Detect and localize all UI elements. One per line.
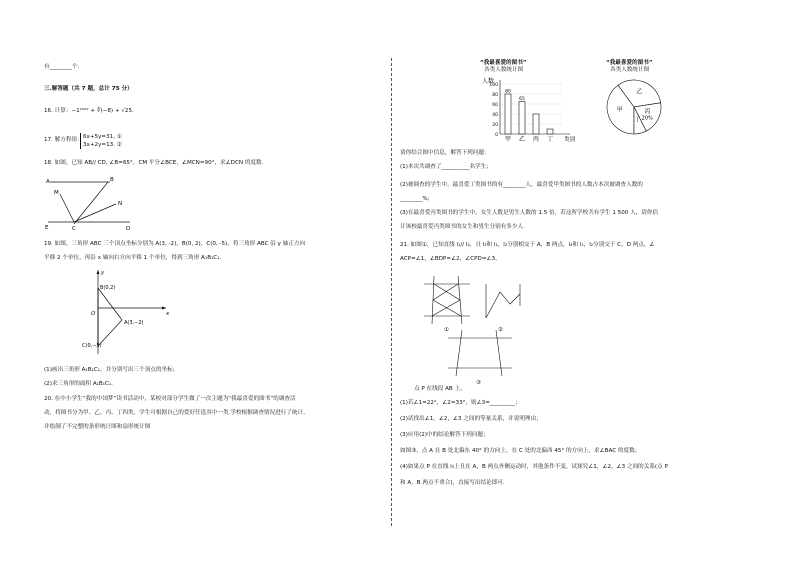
question-16: 16. 计算：−1²⁰²² + ∛(−8) + √25. <box>44 108 134 114</box>
question-20-line3: 并绘制了不完整的条形统计图和扇形统计图 <box>44 424 151 430</box>
right-column <box>400 0 750 562</box>
label-m: M <box>54 190 59 196</box>
category-label: 甲 <box>504 136 512 143</box>
equation-2: 3x+2y=13. ② <box>83 142 122 148</box>
question-20-line2: 动，将图书分为甲、乙、丙、丁四类，学生可根据自己的爱好任选其中一类.学校根据调查情况进行了统计， <box>44 410 309 416</box>
bar <box>505 94 511 134</box>
y-tick-label: 40 <box>492 113 498 118</box>
question-20-line1: 20. 在中小学生“我的中国梦”读书活动中，某校对部分学生做了一次主题为“我最喜爱的图书”的调查活 <box>44 396 296 402</box>
column-divider <box>391 58 392 526</box>
bar-chart-title-2: 各类人数统计图 <box>484 67 524 73</box>
y-tick-label: 0 <box>495 133 498 138</box>
pie-chart-title-1: “我最喜爱的图书” <box>606 60 653 66</box>
section-title: 三.解答题（共 7 题，总计 75 分） <box>44 86 133 92</box>
question-21-sub2: (2)试找出∠1，∠2，∠3 之间的等量关系，并说明理由； <box>400 416 542 422</box>
question-21-line2: ACP=∠1，∠BDP=∠2，∠CPD=∠3， <box>400 256 501 262</box>
y-tick-label: 100 <box>489 83 498 88</box>
q15-tail: 有________个. <box>44 64 80 70</box>
question-21-point-p: 点 P 在线段 AB 上， <box>414 386 466 392</box>
figure-21-3 <box>440 326 520 386</box>
bar-value-label: 65 <box>519 97 525 102</box>
figure-21-1 <box>420 272 474 332</box>
category-label: 丁 <box>546 136 554 143</box>
figure-19 <box>84 268 174 356</box>
question-20-sub1: (1)本次共调查了__________名学生； <box>400 164 492 170</box>
bar-chart-title-1: “我最喜爱的图书” <box>480 60 527 66</box>
question-19-sub2: (2)求三角形的面积 A₁B₁C₁. <box>44 381 113 387</box>
question-20-sub2b: ________%; <box>400 196 430 202</box>
origin-label: O <box>91 311 96 317</box>
question-19-line1: 19. 如图，三角形 ABC 三个顶点坐标分别为 A(3, -2)，B(0, 2)，C(0, -5)，将三角形 ABC 沿 y 轴正方向 <box>44 241 306 247</box>
question-18: 18. 如图，已知 AB// CD, ∠B=65°，CM 平分∠BCE，∠MCN=90°，求∠DCN 的度数. <box>44 160 264 166</box>
y-axis-title: 人数 <box>482 78 495 85</box>
y-tick-label: 60 <box>492 103 498 108</box>
figure-21-2 <box>480 276 526 332</box>
question-21-sub3: (3)应用(2)中的结论解答下列问题； <box>400 432 489 438</box>
point-a-label: A(3,−2) <box>124 320 144 326</box>
point-c-label: C(0,−5) <box>82 343 102 349</box>
label-c: C <box>72 226 76 232</box>
question-21-sub3b: 如图③，点 A 在 B 处北偏东 40° 的方向上，在 C 处的北偏西 45° 的方向上，求∠BAC 的度数； <box>400 448 641 454</box>
equation-system <box>80 133 122 149</box>
axis-x-label: x <box>166 311 170 317</box>
label-e: E <box>45 225 49 231</box>
bar-value-label: 80 <box>505 89 511 95</box>
label-n: N <box>118 201 123 207</box>
axis-y-label: y <box>101 270 105 276</box>
pie-chart <box>604 76 664 138</box>
pie-slice-label: 甲 <box>616 106 623 114</box>
label-b: B <box>110 177 114 183</box>
figure-18 <box>44 172 184 236</box>
bar-chart <box>478 74 598 146</box>
x-axis-title: 类别 <box>564 137 576 143</box>
pie-slice-percent: 20% <box>641 115 653 122</box>
pie-chart-title-2: 各类人数统计图 <box>610 67 650 73</box>
question-21-line1: 21. 如图①，已知直线 l₁// l₂，且 l₃和 l₁，l₂分别相交于 A，B 两点，l₄和 l₁，l₂分别交于 C，D 两点，∠ <box>400 242 655 248</box>
question-17-label: 17. 解方程组： <box>44 137 83 143</box>
y-tick-label: 80 <box>492 93 498 98</box>
y-tick-label: 20 <box>492 123 498 128</box>
category-label: 丙 <box>532 136 540 143</box>
question-20-sub3b: 计该校最喜爱丙类图书的女生和男生分别有多少人. <box>400 224 525 230</box>
left-column <box>44 0 384 562</box>
figure-2-label: ② <box>498 327 503 333</box>
pie-slice-label: 丁 <box>634 116 641 124</box>
question-21-sub1: (1)若∠1=22°，∠2=33°，则∠3=_________； <box>400 400 521 406</box>
bar <box>547 129 553 134</box>
question-20-sub2: (2)被调查的学生中，最喜爱丁类图书的有________人，最喜爱甲类图书的人数占本次被调查人数的 <box>400 182 643 188</box>
question-19-sub1: (1)画出三角形 A₁B₁C₁，并分别写出三个顶点的坐标； <box>44 367 179 373</box>
question-20-prompt: 请你结合图中信息，解答下列问题： <box>400 150 490 156</box>
label-d: D <box>126 226 131 232</box>
pie-slice-label: 丙 <box>644 108 651 116</box>
category-label: 乙 <box>518 136 526 143</box>
figure-3-label: ③ <box>476 380 481 386</box>
question-21-sub4b: 和 A，B 两点不重合)，直接写出结论即可. <box>400 480 505 486</box>
question-20-sub3: (3)在最喜爱丙类图书的学生中，女生人数是男生人数的 1.5 倍，若这所学校共有学生 1 500 人，请你估 <box>400 210 659 216</box>
label-a: A <box>46 179 50 185</box>
question-21-sub4: (4)如果点 P 在直线 l₃上且在 A，B 两点外侧运动时，其他条件不变，试探究∠1，∠2，∠3 之间的关系(点 P <box>400 464 668 470</box>
bar <box>519 102 525 135</box>
figure-1-label: ① <box>444 327 449 333</box>
pie-slice-label: 乙 <box>636 88 643 96</box>
question-19-line2: 平移 2 个单位，再沿 x 轴向右方向平移 1 个单位，得到三角形 A₁B₁C₁. <box>44 255 222 261</box>
equation-1: 6x+5y=31, ① <box>83 134 122 140</box>
point-b-label: B(0,2) <box>100 285 116 291</box>
bar <box>533 114 539 134</box>
